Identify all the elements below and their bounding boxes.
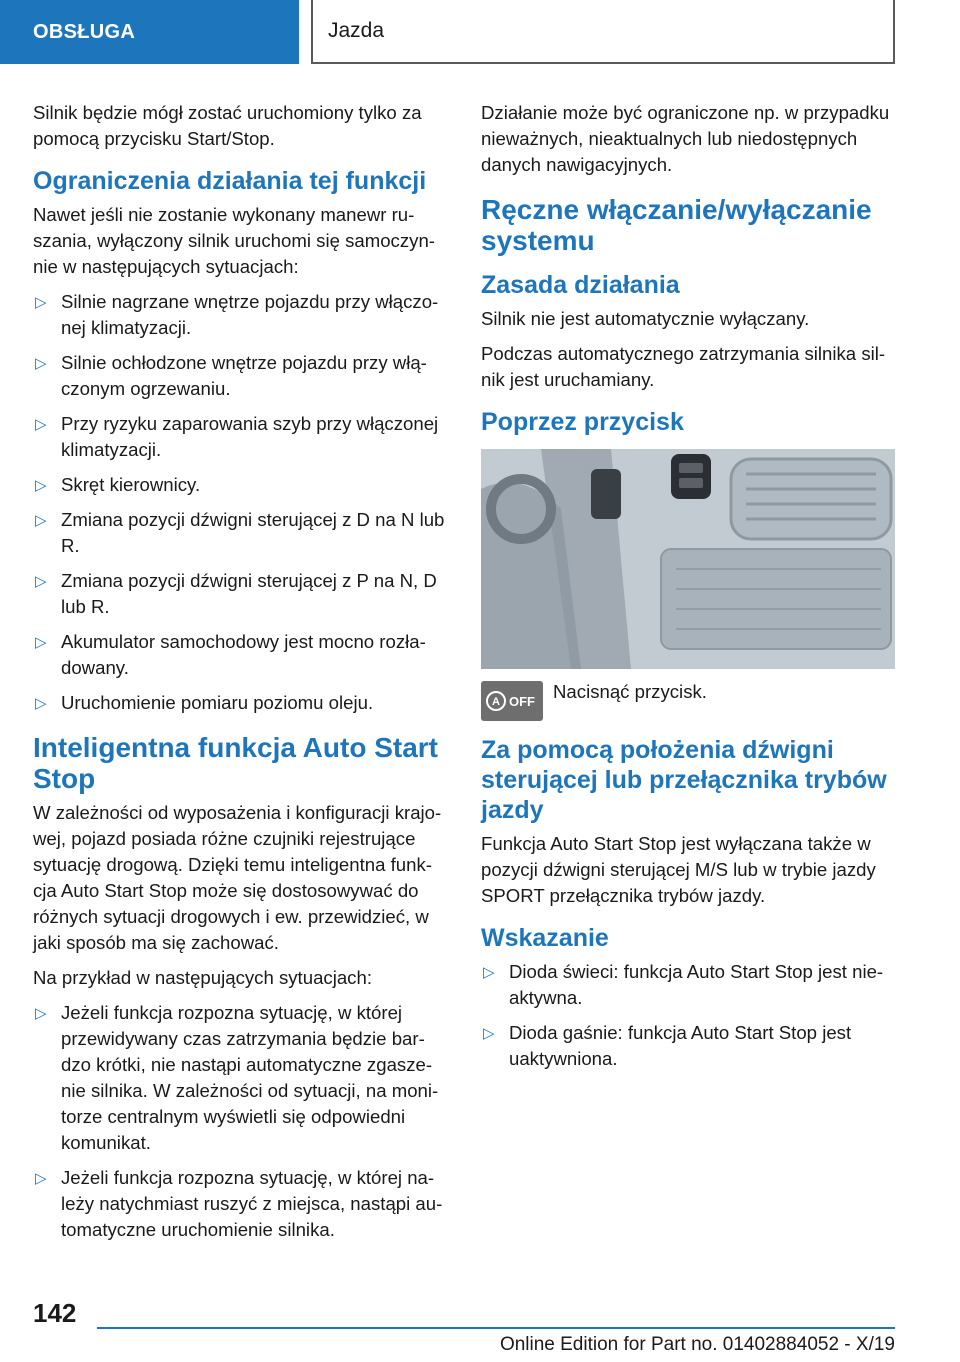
footer-edition: Online Edition for Part no. 01402884052 - X/19 <box>499 1334 895 1355</box>
triangle-bullet-icon: ▷ <box>35 573 47 590</box>
heading-smart-auto-start-stop: Inteligentna funkcja Auto Start Stop <box>33 732 438 794</box>
list-item: ▷ Jeżeli funkcja rozpozna sytuację, w której przewidywany czas zatrzymania będzie bar-dzo krótki, nie nastąpi automatyczne zgasze-nie silnika. W zależności od sytuacji, na moni-torze centralnym wyświetli się odpowiedni komunikat. <box>35 1002 439 1153</box>
triangle-bullet-icon: ▷ <box>35 1005 47 1022</box>
list-item: ▷ Silnie nagrzane wnętrze pojazdu przy włączo-nej klimatyzacji. <box>35 291 439 338</box>
list-item: ▷ Zmiana pozycji dźwigni sterującej z D na N lub R. <box>35 509 445 556</box>
auto-start-stop-off-icon <box>481 681 543 721</box>
left-intro-paragraph: Silnik będzie mógł zostać uruchomiony tylko za pomocą przycisku Start/Stop. <box>33 102 422 149</box>
heading-via-button: Poprzez przycisk <box>481 408 684 436</box>
list-item: ▷ Jeżeli funkcja rozpozna sytuację, w której na-leży natychmiast ruszyć z miejsca, nastąpi au-tomatyczne uruchomienie silnika. <box>35 1167 443 1240</box>
triangle-bullet-icon: ▷ <box>35 1170 47 1187</box>
svg-text:A: A <box>492 696 500 708</box>
triangle-bullet-icon: ▷ <box>35 294 47 311</box>
triangle-bullet-icon: ▷ <box>35 416 47 433</box>
footer-divider <box>97 1327 895 1329</box>
right-intro-paragraph: Działanie może być ograniczone np. w przypadku nieważnych, nieaktualnych lub niedostępnych danych nawigacyjnych. <box>481 102 890 175</box>
left-column <box>33 100 448 1253</box>
list-item: ▷ Silnie ochłodzone wnętrze pojazdu przy włą-czonym ogrzewaniu. <box>35 352 427 399</box>
press-button-row <box>481 681 896 721</box>
section-tab <box>0 0 299 64</box>
examples-list <box>33 1000 448 1243</box>
heading-manual-toggle: Ręczne włączanie/wyłączanie systemu <box>481 194 872 256</box>
triangle-bullet-icon: ▷ <box>483 964 495 981</box>
limitations-intro: Nawet jeśli nie zostanie wykonany manewr ru-szania, wyłączony silnik uruchomi się samoczyn-nie w następujących sytuacjach: <box>33 204 435 277</box>
press-button-text: Nacisnąć przycisk. <box>553 681 707 702</box>
triangle-bullet-icon: ▷ <box>483 1025 495 1042</box>
section-label: OBSŁUGA <box>33 20 136 43</box>
heading-indicator: Wskazanie <box>481 924 609 952</box>
list-item: ▷ Zmiana pozycji dźwigni sterującej z P na N, D lub R. <box>35 570 437 617</box>
triangle-bullet-icon: ▷ <box>35 634 47 651</box>
heading-via-lever: Za pomocą położenia dźwigni sterującej lub przełącznika trybów jazdy <box>481 736 887 824</box>
heading-limitations: Ograniczenia działania tej funkcji <box>33 167 427 195</box>
page-number: 142 <box>33 1298 77 1328</box>
list-item: ▷ Skręt kierownicy. <box>33 472 448 498</box>
dashboard-button-photo <box>481 449 895 669</box>
right-column <box>481 100 896 1082</box>
indicator-list <box>481 959 896 1072</box>
smart-paragraph: W zależności od wyposażenia i konfiguracji krajo-wej, pojazd posiada różne czujniki rejestrujące sytuację drogową. Dzięki temu inteligentna funk-cja Auto Start Stop może się dostosowywać do różnych sytuacji drogowych i ew. przewidzieć, w jaki sposób ma się zachować. <box>33 802 442 953</box>
list-item: ▷ Akumulator samochodowy jest mocno rozła-dowany. <box>35 631 426 678</box>
triangle-bullet-icon: ▷ <box>35 477 47 494</box>
dashboard-illustration <box>481 449 895 669</box>
lever-paragraph: Funkcja Auto Start Stop jest wyłączana także w pozycji dźwigni sterującej M/S lub w trybie jazdy SPORT przełącznika trybów jazdy. <box>481 833 876 906</box>
triangle-bullet-icon: ▷ <box>35 512 47 529</box>
triangle-bullet-icon: ▷ <box>35 355 47 372</box>
triangle-bullet-icon: ▷ <box>35 695 47 712</box>
examples-intro: Na przykład w następujących sytuacjach: <box>33 967 372 988</box>
list-item: ▷ Dioda świeci: funkcja Auto Start Stop jest nie-aktywna. <box>483 961 884 1008</box>
heading-principle: Zasada działania <box>481 271 680 299</box>
chapter-title: Jazda <box>328 19 385 42</box>
list-item: ▷ Przy ryzyku zaparowania szyb przy włączonej klimatyzacji. <box>35 413 439 460</box>
chapter-header <box>311 0 895 64</box>
principle-paragraph-2: Podczas automatycznego zatrzymania silnika sil-nik jest uruchamiany. <box>481 343 886 390</box>
principle-paragraph-1: Silnik nie jest automatycznie wyłączany. <box>481 308 810 329</box>
limitations-list <box>33 289 448 716</box>
off-label: OFF <box>509 694 535 709</box>
list-item: ▷ Dioda gaśnie: funkcja Auto Start Stop jest uaktywniona. <box>483 1022 852 1069</box>
list-item: ▷ Uruchomienie pomiaru poziomu oleju. <box>33 690 448 716</box>
